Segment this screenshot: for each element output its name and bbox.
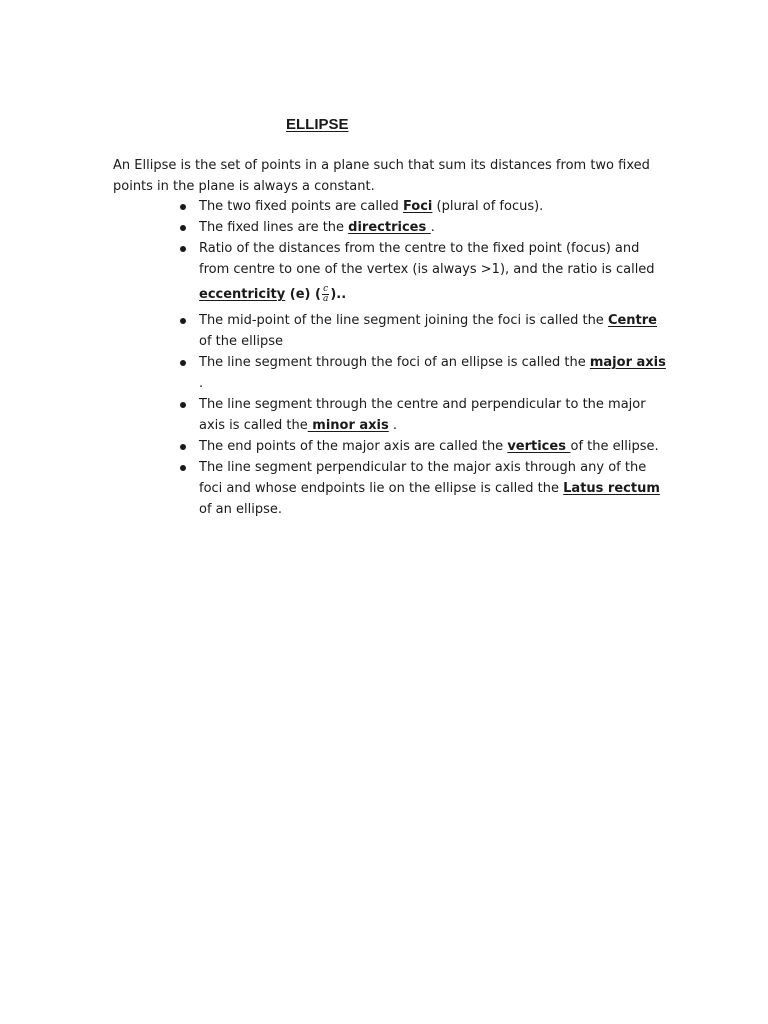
bullet-icon xyxy=(180,246,186,252)
list-item: The line segment through the centre and perpendicular to the major axis is called the minor axis . xyxy=(199,394,669,436)
list-item: The two fixed points are called Foci (plural of focus). xyxy=(199,196,669,217)
bullet-icon xyxy=(180,465,186,471)
list-item: The line segment through the foci of an ellipse is called the major axis . xyxy=(199,352,669,394)
page-title: ELLIPSE xyxy=(286,116,349,133)
bullet-icon xyxy=(180,360,186,366)
bullet-icon xyxy=(180,444,186,450)
fraction-c-over-a: $\frac{c}{a}$ xyxy=(322,284,329,304)
bullet-icon xyxy=(180,204,186,210)
list-item: The end points of the major axis are called the vertices of the ellipse. xyxy=(199,436,669,457)
list-item: Ratio of the distances from the centre to the fixed point (focus) and from centre to one of the vertex (is always >1), and the ratio is called eccentricity (e) ( $\frac{c}{a}$ ).. xyxy=(199,238,669,310)
bullet-icon xyxy=(180,402,186,408)
term-minor-axis: minor axis xyxy=(307,418,389,433)
bullet-icon xyxy=(180,318,186,324)
term-latus-rectum: Latus rectum xyxy=(563,481,660,496)
list-item: The fixed lines are the directrices . xyxy=(199,217,669,238)
term-centre: Centre xyxy=(607,313,657,328)
term-vertices: vertices xyxy=(507,439,571,454)
list-item: The mid-point of the line segment joining the foci is called the Centre of the ellipse xyxy=(199,310,669,352)
definition-list xyxy=(199,196,669,520)
intro-paragraph: An Ellipse is the set of points in a plane such that sum its distances from two fixed points in the plane is always a constant. xyxy=(113,158,650,194)
term-foci: Foci xyxy=(402,199,433,214)
term-directrices: directrices xyxy=(348,220,431,235)
bullet-icon xyxy=(180,225,186,231)
term-eccentricity: eccentricity xyxy=(199,287,286,302)
term-major-axis: major axis xyxy=(589,355,666,370)
list-item: The line segment perpendicular to the major axis through any of the foci and whose endpoints lie on the ellipse is called the Latus rectum of an ellipse. xyxy=(199,457,669,520)
